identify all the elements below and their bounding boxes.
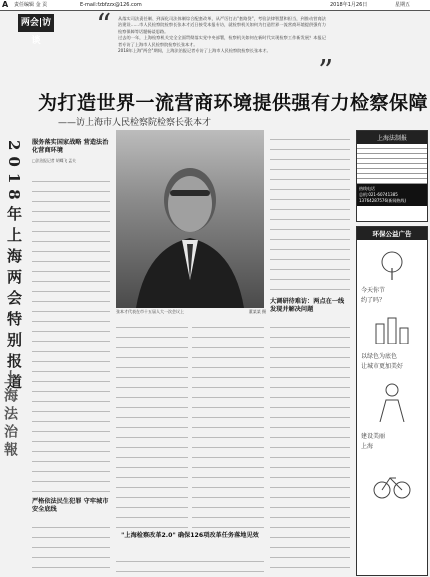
intro-paragraph: 从落实司法责任制、到深化司法体制综合配套改革，从严厉打击"套路贷"，考验法律智慧和担当，到推动营商法治建设……市人民检察院检察长张本才近日接受本报专访，就检察机关如何为打造世界一流营商环境提供强有力检察保障等话题畅谈思路。 — [118, 16, 326, 34]
article-column-4 — [116, 552, 264, 576]
subheadline: ——访上海市人民检察院检察长张本才 — [58, 118, 212, 128]
page-header — [0, 0, 430, 11]
headline: 为打造世界一流营商环境提供强有力检察保障 — [38, 92, 429, 114]
tree-icon — [377, 250, 407, 280]
sidebar-text: 2018年上海两会特别报道 — [5, 140, 23, 395]
section-title: "上海检察改革2.0" 确保126项改革任务落地见效 — [121, 532, 259, 539]
public-service-ad — [356, 226, 428, 576]
public-ad-line: 让城市更加美好 — [361, 363, 404, 370]
header-date: 2018年1月26日 — [330, 2, 368, 8]
article-column-1 — [32, 172, 110, 492]
bicycle-sketch-icon — [372, 462, 412, 502]
article-column-1b — [32, 518, 110, 574]
article-column-3 — [192, 318, 264, 528]
section-title: 严格依法民生犯罪 守牢城市安全底线 — [32, 498, 109, 513]
ad-text-lines — [357, 144, 427, 184]
ad-phone: 13764287576(新闻热线) — [359, 198, 407, 203]
close-quote-icon: ” — [318, 54, 334, 89]
ad-panel — [356, 130, 428, 222]
byline: □法治报记者 胡蝶飞 孟夫 — [32, 158, 76, 163]
article-column-5 — [270, 130, 350, 295]
public-ad-body — [357, 240, 427, 516]
public-ad-line: 今天你节 — [361, 287, 386, 294]
public-ad-line: 约了吗？ — [361, 297, 386, 304]
person-sketch-icon — [374, 382, 410, 422]
caption-text: 张本才代表在市十五届人大一次会议上 — [116, 309, 184, 314]
section-title: 服务落实国家战略 营造法治化营商环境 — [32, 139, 109, 154]
portrait-photo — [116, 130, 264, 308]
ad-subtitle: 热线电话 — [359, 186, 375, 191]
portrait-figure — [116, 130, 264, 308]
public-ad-title: 环保公益广告 — [357, 227, 427, 240]
sidebar-brand: 上海法治報 — [2, 370, 18, 460]
public-ad-line: 上海 — [361, 443, 374, 450]
ad-title: 上海法制报 — [357, 131, 427, 144]
ad-contact — [357, 184, 427, 206]
intro-block — [118, 16, 326, 54]
column-logo: 两会|访谈 — [18, 14, 54, 32]
special-report-sidebar — [4, 140, 22, 395]
photo-caption — [116, 309, 266, 315]
header-email: E-mail:fzbfzzx@126.com — [80, 2, 142, 8]
article-column-2 — [116, 318, 188, 528]
section-title: 大调研待难访：两点在一线发现并解决问题 — [270, 298, 345, 313]
page-letter: A — [2, 0, 9, 9]
intro-paragraph: 2018年上海"两会"期间，上海法治报记者专访了上海市人民检察院检察长张本才。 — [118, 48, 271, 54]
header-weekday: 星期五 — [395, 2, 411, 8]
section-label: 责任编辑 金 贡 — [14, 2, 48, 8]
public-ad-line: 以绿色为底色 — [361, 353, 398, 360]
ad-phone: 总机:021-60741385 — [359, 192, 398, 197]
intro-paragraph: 过去的一年，上海检察机关完全全面贯彻落实党中央部署，检察机关如何在新时代实现检察工作新发展？本报记者专访了上海市人民检察院检察长张本才。 — [118, 35, 326, 47]
public-ad-line: 建设美丽 — [361, 433, 386, 440]
photographer-credit: 董某某 摄 — [248, 309, 266, 314]
open-quote-icon: “ — [96, 8, 112, 43]
city-sketch-icon — [372, 314, 412, 344]
article-column-6 — [270, 318, 350, 576]
